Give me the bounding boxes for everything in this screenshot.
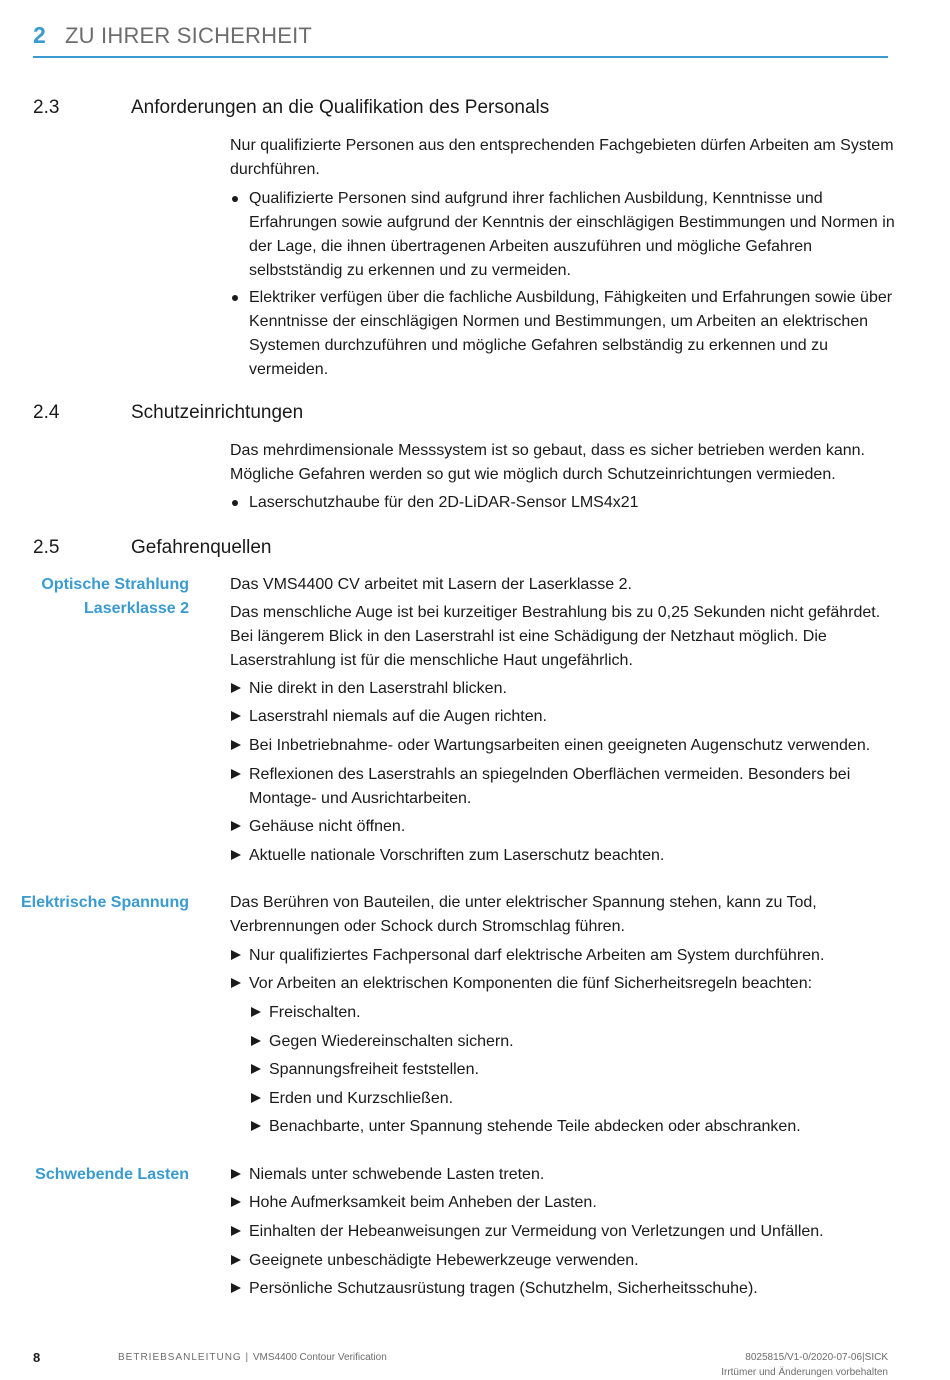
action-item-text: Laserstrahl niemals auf die Augen richten.	[249, 708, 547, 725]
section-title: Anforderungen an die Qualifikation des Personals	[131, 97, 550, 118]
list-item-text: Laserschutzhaube für den 2D-LiDAR-Sensor LMS4x21	[249, 494, 639, 511]
sub-action-item-text: Spannungsfreiheit feststellen.	[269, 1061, 479, 1078]
action-item-text: Nie direkt in den Laserstrahl blicken.	[249, 680, 507, 697]
action-item-text: Einhalten der Hebeanweisungen zur Vermeidung von Verletzungen und Unfällen.	[249, 1223, 824, 1240]
sub-action-item-text: Erden und Kurzschließen.	[269, 1090, 454, 1107]
action-arrow-icon	[230, 1277, 246, 1293]
action-item-text: Hohe Aufmerksamkeit beim Anheben der Lasten.	[249, 1194, 597, 1211]
chapter-number: 2	[33, 22, 46, 48]
action-arrow-icon	[250, 1115, 266, 1131]
hazard-paragraph: Das Berühren von Bauteilen, die unter elektrischer Spannung stehen, kann zu Tod, Verbrennungen oder Schock durch Stromschlag führen.	[230, 894, 817, 935]
sub-action-item-text: Benachbarte, unter Spannung stehende Teile abdecken oder abschranken.	[269, 1118, 801, 1135]
section-intro: Nur qualifizierte Personen aus den entsprechenden Fachgebieten dürfen Arbeiten am System durchführen.	[230, 137, 894, 178]
action-arrow-icon	[230, 1220, 246, 1236]
footer-document-info	[721, 1350, 888, 1380]
footer-doc-id: 8025815/V1-0/2020-07-06|SICK	[745, 1352, 888, 1363]
hazard-label-line: Schwebende Lasten	[35, 1166, 189, 1183]
action-item-text: Aktuelle nationale Vorschriften zum Laserschutz beachten.	[249, 847, 665, 864]
action-arrow-icon	[230, 1191, 246, 1207]
action-item-text: Gehäuse nicht öffnen.	[249, 818, 406, 835]
list-item-text: Elektriker verfügen über die fachliche Ausbildung, Fähigkeiten und Erfahrungen sowie über Kenntnisse der einschlägigen Normen und Bestimmungen, um Arbeiten an elektrischen Systemen durchzuführen und mögliche Gefahren selbständig zu erkennen und zu vermeiden.	[249, 289, 893, 378]
action-arrow-icon	[230, 944, 246, 960]
bullet-dot-icon	[230, 286, 246, 301]
action-arrow-icon	[230, 677, 246, 693]
hazard-paragraph: Das menschliche Auge ist bei kurzeitiger Bestrahlung bis zu 0,25 Sekunden nicht gefährdet. Bei längerem Blick in den Laserstrahl ist eine Schädigung der Netzhaut möglich. Die Laserstrahlung ist für die menschliche Haut ungefährlich.	[230, 604, 881, 669]
list-item-text: Qualifizierte Personen sind aufgrund ihrer fachlichen Ausbildung, Kenntnisse und Erfahrungen sowie aufgrund der Kenntnis der einschlägigen Bestimmungen und Normen in der Lage, die ihnen übertragenen Arbeiten auszuführen und mögliche Gefahren selbstständig zu erkennen und zu vermeiden.	[249, 190, 895, 279]
hazard-label-line: Laserklasse 2	[84, 600, 189, 617]
action-item-text: Geeignete unbeschädigte Hebewerkzeuge verwenden.	[249, 1252, 639, 1269]
section-intro: Das mehrdimensionale Messsystem ist so gebaut, dass es sicher betrieben werden kann. Mögliche Gefahren werden so gut wie möglich durch Schutzeinrichtungen vermieden.	[230, 442, 865, 483]
action-item-text: Reflexionen des Laserstrahls an spiegelnden Oberflächen vermeiden. Besonders bei Montage- und Ausrichtarbeiten.	[249, 766, 851, 807]
action-item-text: Niemals unter schwebende Lasten treten.	[249, 1166, 545, 1183]
hazard-label-line: Optische Strahlung	[41, 576, 189, 593]
hazard-label-optical-radiation	[9, 573, 189, 621]
hazard-label-electrical-voltage	[9, 891, 189, 915]
hazard-paragraph: Das VMS4400 CV arbeitet mit Lasern der Laserklasse 2.	[230, 576, 632, 593]
section-number: 2.3	[33, 97, 60, 118]
bullet-dot-icon	[230, 491, 246, 506]
chapter-header	[33, 20, 888, 58]
action-item-text: Persönliche Schutzausrüstung tragen (Schutzhelm, Sicherheitsschuhe).	[249, 1280, 758, 1297]
sub-action-item-text: Gegen Wiedereinschalten sichern.	[269, 1033, 514, 1050]
footer-doc-type: BETRIEBSANLEITUNG |	[118, 1352, 253, 1363]
section-number: 2.5	[33, 537, 60, 558]
hazard-label-suspended-loads	[9, 1163, 189, 1187]
action-arrow-icon	[250, 1001, 266, 1017]
action-arrow-icon	[230, 763, 246, 779]
section-title: Schutzeinrichtungen	[131, 402, 304, 423]
footer-product-name: VMS4400 Contour Verification	[252, 1352, 387, 1363]
section-number: 2.4	[33, 402, 60, 423]
action-item-text: Bei Inbetriebnahme- oder Wartungsarbeiten einen geeigneten Augenschutz verwenden.	[249, 737, 871, 754]
chapter-title: ZU IHRER SICHERHEIT	[65, 23, 313, 48]
action-arrow-icon	[230, 1163, 246, 1179]
footer-document-title	[118, 1352, 387, 1363]
action-arrow-icon	[230, 1249, 246, 1265]
action-arrow-icon	[230, 972, 246, 988]
action-item-text: Vor Arbeiten an elektrischen Komponenten die fünf Sicherheitsregeln beachten:	[249, 975, 813, 992]
page-number: 8	[33, 1350, 41, 1365]
action-arrow-icon	[230, 734, 246, 750]
bullet-dot-icon	[230, 187, 246, 202]
action-arrow-icon	[250, 1030, 266, 1046]
action-arrow-icon	[230, 705, 246, 721]
action-arrow-icon	[250, 1087, 266, 1103]
hazard-label-line: Elektrische Spannung	[20, 894, 189, 911]
section-title: Gefahrenquellen	[131, 537, 272, 558]
action-arrow-icon	[230, 844, 246, 860]
sub-action-item-text: Freischalten.	[269, 1004, 361, 1021]
action-arrow-icon	[250, 1058, 266, 1074]
action-arrow-icon	[230, 815, 246, 831]
action-item-text: Nur qualifiziertes Fachpersonal darf elektrische Arbeiten am System durchführen.	[249, 947, 825, 964]
footer-disclaimer: Irrtümer und Änderungen vorbehalten	[721, 1367, 888, 1378]
